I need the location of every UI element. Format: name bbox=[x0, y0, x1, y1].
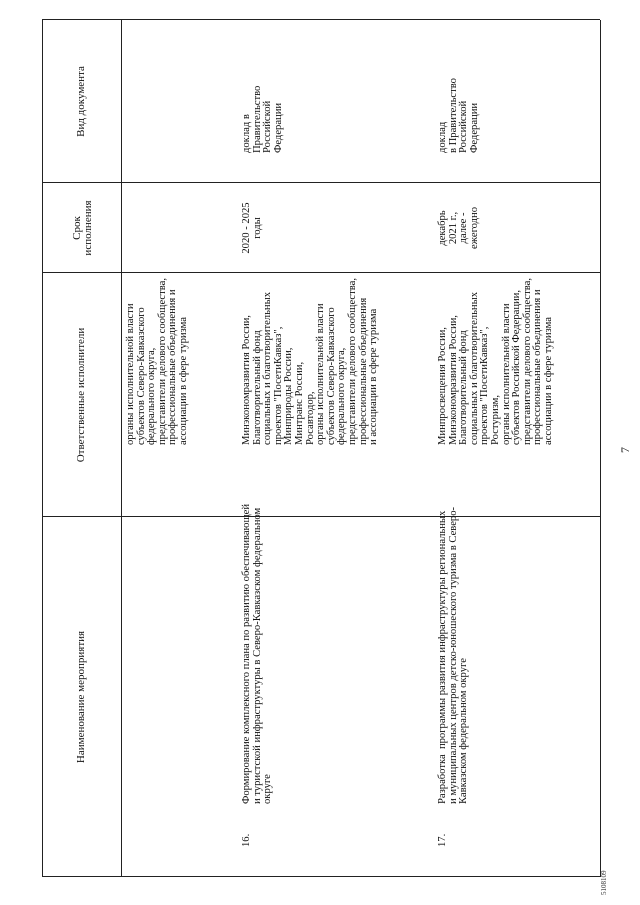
table-border-top bbox=[42, 20, 43, 877]
table-border-bottom bbox=[600, 20, 601, 877]
column-divider bbox=[42, 516, 600, 517]
header-name: Наименование мероприятия bbox=[75, 630, 87, 764]
row-16-number: 16. bbox=[241, 833, 252, 847]
column-divider bbox=[42, 182, 600, 183]
row-16-deadline: 2020 - 2025 годы bbox=[241, 202, 263, 254]
row-17-number: 17. bbox=[437, 833, 448, 847]
row-17-executors: Минпросвещения России, Минэкономразвития России, Благотворительный фонд социальных и благотворительных проектов "ПосетиКавказ", Ростуризм, органы исполнительной власти субъектов Российской Федерации, представители делового сообщества, профессиональные объединения и ассоциации в сфере туризма bbox=[437, 278, 554, 445]
measures-table bbox=[42, 20, 600, 877]
header-deadline: Срок исполнения bbox=[71, 200, 94, 256]
column-divider bbox=[42, 272, 600, 273]
header-doc-type: Вид документа bbox=[75, 66, 87, 137]
document-code: 5108109 bbox=[600, 870, 608, 895]
table-border-right bbox=[42, 19, 600, 20]
header-divider bbox=[121, 20, 122, 877]
table-border-left bbox=[42, 876, 600, 877]
row-16-name: Формирование комплексного плана по развитию обеспечивающей и туристской инфраструктуры в Северо-Кавказском федеральном округе bbox=[241, 503, 274, 804]
row-16-executors: Минэкономразвития России, Благотворительный фонд социальных и благотворительных проектов "ПосетиКавказ", Минприроды России, Минтранс России, Росавтодор, органы исполнительной власти субъектов Северо-Кавказского федерального округа, представители делового сообщества, профессиональные объединения и ассоциации в сфере туризма bbox=[241, 278, 380, 445]
page-number: 7 bbox=[618, 447, 632, 453]
row-16-doc-type: доклад в Правительство Российской Федерации bbox=[241, 85, 284, 153]
header-executors: Ответственные исполнители bbox=[75, 327, 87, 463]
row-17-name: Разработка программы развития инфраструктуры региональных и муниципальных центров детско-юношеского туризма в Северо- Кавказском федеральном округе bbox=[437, 506, 470, 804]
row-17-deadline: декабрь 2021 г., далее - ежегодно bbox=[437, 207, 480, 250]
row-17-doc-type: доклад в Правительство Российской Федерации bbox=[437, 78, 480, 153]
continuation-executors: органы исполнительной власти субъектов Северо-Кавказского федерального округа, представители делового сообщества, профессиональные объединения и ассоциации в сфере туризма bbox=[125, 278, 189, 445]
